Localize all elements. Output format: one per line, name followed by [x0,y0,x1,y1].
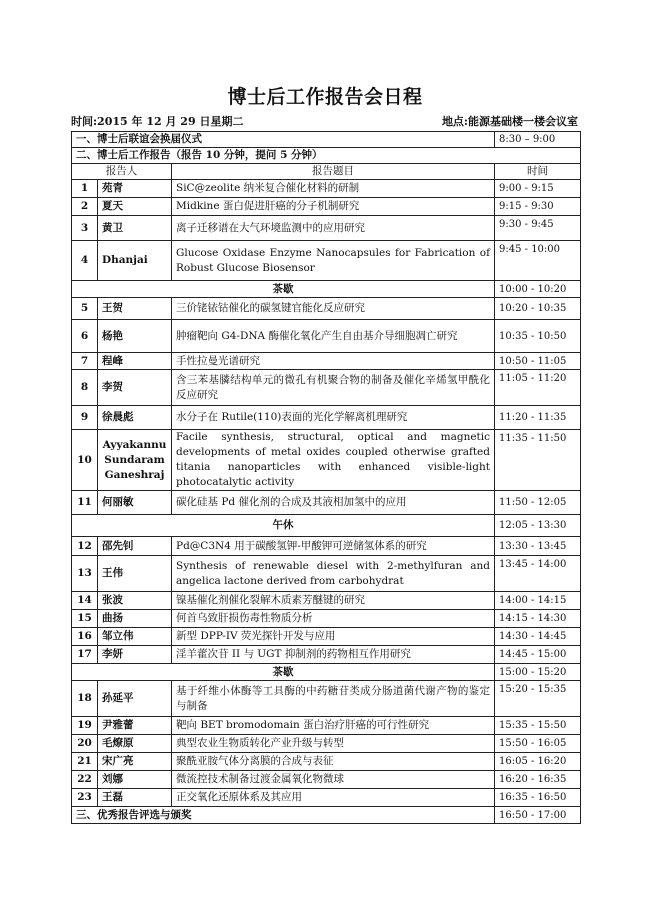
talk-topic: Synthesis of renewable diesel with 2-methylfuran and angelica lactone derived from carbohydrat [172,556,495,592]
section-three-time: 16:50 - 17:00 [495,807,581,824]
talk-presenter: 李妍 [98,646,172,664]
talk-time: 15:35 - 15:50 [495,717,581,735]
section-two-label: 二、博士后工作报告（报告 10 分钟，提问 5 分钟） [72,148,581,164]
section-row [72,148,581,164]
talk-presenter: 邵先钊 [98,537,172,556]
talk-presenter: 黄卫 [98,216,172,241]
talk-number: 13 [72,556,98,592]
talk-presenter: 夏天 [98,198,172,216]
talk-time: 10:50 - 11:05 [495,353,581,370]
table-row [72,753,581,771]
talk-time: 11:35 - 11:50 [495,430,581,491]
talk-number: 2 [72,198,98,216]
talk-topic: 典型农业生物质转化产业升级与转型 [172,735,495,753]
header-reporter: 报告人 [72,164,172,180]
talk-time: 16:20 - 16:35 [495,771,581,789]
page-title: 博士后工作报告会日程 [227,86,423,108]
talk-number: 9 [72,406,98,430]
talk-number: 4 [72,241,98,281]
break-row [72,515,581,537]
talk-presenter: 邹立伟 [98,628,172,646]
talk-number: 16 [72,628,98,646]
talk-topic: 肿瘤靶向 G4-DNA 酶催化氧化产生自由基介导细胞凋亡研究 [172,320,495,353]
table-row [72,789,581,807]
table-row [72,353,581,370]
talk-presenter: 张波 [98,592,172,610]
table-row [72,430,581,491]
talk-topic: 新型 DPP-IV 荧光探针开发与应用 [172,628,495,646]
talk-time: 9:15 - 9:30 [495,198,581,216]
talk-number: 6 [72,320,98,353]
talk-presenter: 王伟 [98,556,172,592]
break-time: 12:05 - 13:30 [495,515,581,537]
header-topic: 报告题目 [172,164,495,180]
talk-topic: 何首乌致肝损伤毒性物质分析 [172,610,495,628]
talk-topic: 淫羊藿次苷 II 与 UGT 抑制剂的药物相互作用研究 [172,646,495,664]
talk-number: 23 [72,789,98,807]
talk-time: 15:50 - 16:05 [495,735,581,753]
talk-topic: 聚酰亚胺气体分离膜的合成与表征 [172,753,495,771]
talk-topic: 微流控技术制备过渡金属氧化物微球 [172,771,495,789]
talk-presenter: 尹雅蕾 [98,717,172,735]
talk-time: 14:00 - 14:15 [495,592,581,610]
talk-topic: 三价铑铱钴催化的碳氢键官能化反应研究 [172,298,495,320]
talk-number: 21 [72,753,98,771]
talk-time: 11:50 - 12:05 [495,491,581,515]
table-row [72,592,581,610]
break-time: 10:00 - 10:20 [495,281,581,298]
talk-time: 14:45 - 15:00 [495,646,581,664]
talk-topic: 靶向 BET bromodomain 蛋白治疗肝癌的可行性研究 [172,717,495,735]
table-row [72,180,581,198]
talk-number: 14 [72,592,98,610]
break-label: 午休 [72,515,495,537]
table-row [72,717,581,735]
talk-time: 9:00 - 9:15 [495,180,581,198]
talk-time: 13:45 - 14:00 [495,556,581,592]
talk-time: 14:15 - 14:30 [495,610,581,628]
talk-time: 11:05 - 11:20 [495,370,581,406]
talk-topic: 手性拉曼光谱研究 [172,353,495,370]
break-row [72,281,581,298]
talk-time: 9:45 - 10:00 [495,241,581,281]
event-time: 时间:2015 年 12 月 29 日星期二 [71,115,244,128]
talk-presenter: 王磊 [98,789,172,807]
talk-presenter: 徐晨彪 [98,406,172,430]
talk-topic: Glucose Oxidase Enzyme Nanocapsules for Fabrication of Robust Glucose Biosensor [172,241,495,281]
talk-time: 11:20 - 11:35 [495,406,581,430]
talk-topic: Pd@C3N4 用于碳酸氢钾-甲酸钾可逆储氢体系的研究 [172,537,495,556]
talk-time: 10:20 - 10:35 [495,298,581,320]
talk-topic: SiC@zeolite 纳米复合催化材料的研制 [172,180,495,198]
talk-number: 15 [72,610,98,628]
talk-number: 5 [72,298,98,320]
table-row [72,681,581,717]
talk-time: 15:20 - 15:35 [495,681,581,717]
table-row [72,610,581,628]
talk-presenter: 王贺 [98,298,172,320]
talk-number: 11 [72,491,98,515]
talk-number: 19 [72,717,98,735]
talk-time: 10:35 - 10:50 [495,320,581,353]
talk-number: 12 [72,537,98,556]
talk-presenter: 程峰 [98,353,172,370]
table-row [72,216,581,241]
talk-topic: 离子迁移谱在大气环境监测中的应用研究 [172,216,495,241]
table-row [72,198,581,216]
section-three-label: 三、优秀报告评选与颁奖 [72,807,495,824]
talk-number: 8 [72,370,98,406]
talk-presenter: 杨艳 [98,320,172,353]
break-time: 15:00 - 15:20 [495,664,581,681]
talk-presenter: Dhanjai [98,241,172,281]
talk-time: 14:30 - 14:45 [495,628,581,646]
talk-presenter: 苑青 [98,180,172,198]
section-row [72,132,581,148]
talk-number: 1 [72,180,98,198]
event-location: 地点:能源基础楼一楼会议室 [441,115,578,128]
talk-time: 16:05 - 16:20 [495,753,581,771]
talk-topic: 正交氧化还原体系及其应用 [172,789,495,807]
table-row [72,491,581,515]
schedule-table [71,131,581,824]
talk-time: 9:30 - 9:45 [495,216,581,241]
talk-presenter: 毛燎原 [98,735,172,753]
talk-number: 3 [72,216,98,241]
break-label: 茶歇 [72,664,495,681]
talk-number: 22 [72,771,98,789]
talk-number: 7 [72,353,98,370]
talk-topic: 碳化硅基 Pd 催化剂的合成及其液相加氢中的应用 [172,491,495,515]
table-row [72,735,581,753]
break-label: 茶歇 [72,281,495,298]
talk-topic: 基于纤维小体酶等工具酶的中药糖苷类成分肠道菌代谢产物的鉴定与制备 [172,681,495,717]
table-row [72,537,581,556]
section-one-time: 8:30 – 9:00 [495,132,581,148]
talk-topic: 镍基催化剂催化裂解木质素芳醚键的研究 [172,592,495,610]
table-header-row [72,164,581,180]
talk-time: 13:30 - 13:45 [495,537,581,556]
break-row [72,664,581,681]
talk-presenter: 李贺 [98,370,172,406]
talk-number: 17 [72,646,98,664]
talk-presenter: 何丽敏 [98,491,172,515]
header-time: 时间 [495,164,581,180]
table-row [72,556,581,592]
table-row [72,628,581,646]
section-row [72,807,581,824]
talk-topic: Facile synthesis, structural, optical and magnetic developments of metal oxides coupled otherwise grafted titania nanoparticles with enhanced visible-light photocatalytic activity [172,430,495,491]
talk-number: 10 [72,430,98,491]
table-row [72,646,581,664]
talk-presenter: Ayyakannu Sundaram Ganeshraj [98,430,172,491]
talk-topic: Midkine 蛋白促进肝癌的分子机制研究 [172,198,495,216]
table-row [72,370,581,406]
table-row [72,406,581,430]
talk-number: 20 [72,735,98,753]
talk-presenter: 孙延平 [98,681,172,717]
talk-presenter: 刘娜 [98,771,172,789]
section-one-label: 一、博士后联谊会换届仪式 [72,132,495,148]
table-row [72,771,581,789]
table-row [72,298,581,320]
talk-presenter: 宋广亮 [98,753,172,771]
talk-topic: 含三苯基膦结构单元的微孔有机聚合物的制备及催化辛烯氢甲酰化反应研究 [172,370,495,406]
table-row [72,320,581,353]
table-row [72,241,581,281]
talk-time: 16:35 - 16:50 [495,789,581,807]
talk-topic: 水分子在 Rutile(110)表面的光化学解离机理研究 [172,406,495,430]
talk-presenter: 曲扬 [98,610,172,628]
talk-number: 18 [72,681,98,717]
